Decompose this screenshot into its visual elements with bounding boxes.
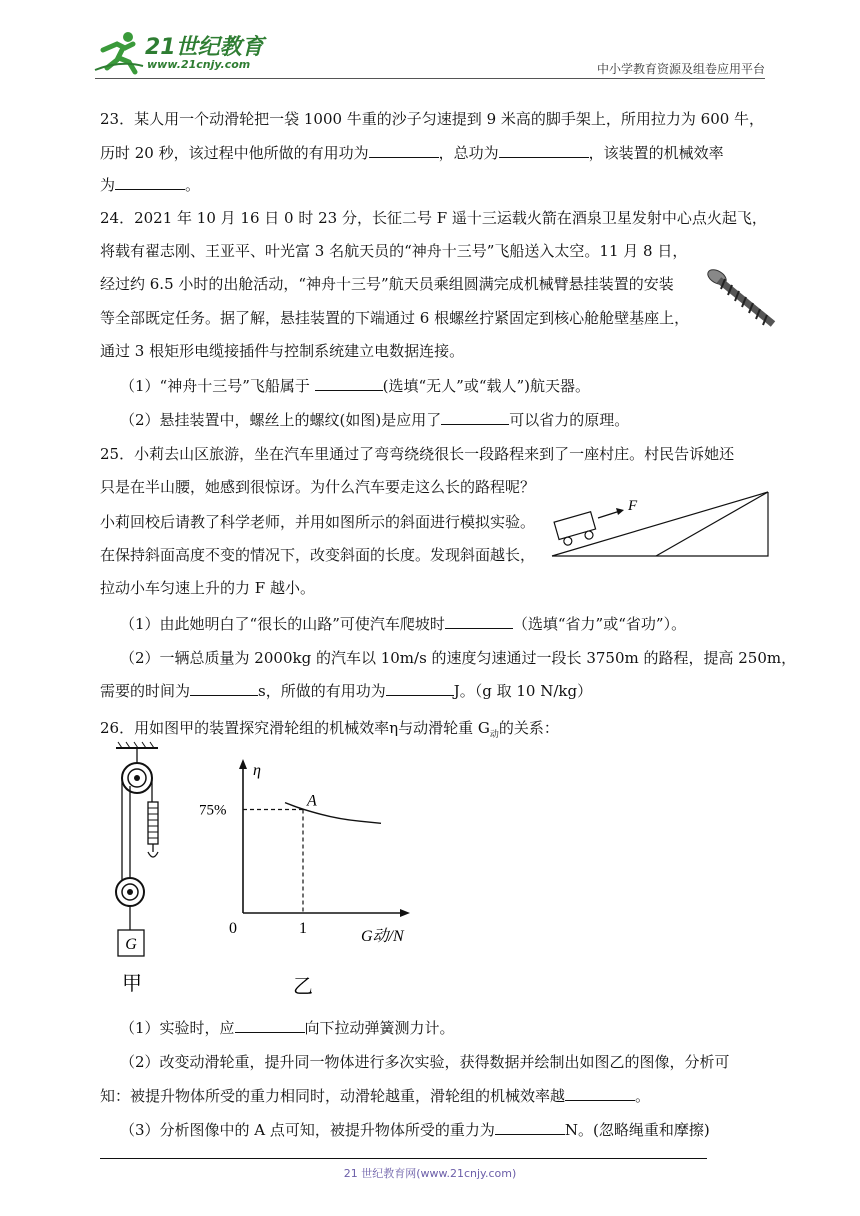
figure-label-yi: 乙 (293, 976, 313, 998)
q25-part2: （2）一辆总质量为 2000kg 的汽车以 10m/s 的速度匀速通过一段长 3750m 的路程，提高 250m， (120, 649, 797, 667)
svg-text:甲: 甲 (122, 973, 142, 995)
q25-line5: 拉动小车匀速上升的力 F 越小。 (100, 579, 315, 597)
logo-url: www.21cnjy.com (147, 58, 251, 71)
footer-rule (100, 1158, 707, 1159)
q25-part2-line2: 需要的时间为 s，所做的有用功为 J。（g 取 10 N/kg） (100, 682, 593, 700)
q26-part2-line2: 知：被提升物体所受的重力相同时，动滑轮越重，滑轮组的机械效率越 。 (100, 1087, 651, 1105)
q26-part2: （2）改变动滑轮重，提升同一物体进行多次实验，获得数据并绘制出如图乙的图像，分析可 (120, 1053, 730, 1071)
answer-blank[interactable] (235, 1018, 305, 1033)
point-label-a: A (307, 792, 317, 810)
answer-blank[interactable] (495, 1120, 565, 1135)
logo-runner-icon (95, 30, 145, 74)
header-platform-text: 中小学教育资源及组卷应用平台 (596, 62, 765, 76)
header (95, 28, 765, 78)
x-tick-label: 1 (299, 920, 307, 937)
q26-part3: （3）分析图像中的 A 点可知，被提升物体所受的重力为 N。(忽略绳重和摩擦) (120, 1121, 710, 1139)
answer-blank[interactable] (386, 681, 454, 696)
svg-text:F: F (628, 498, 638, 514)
q23-line2: 历时 20 秒，该过程中他所做的有用功为 ，总功为 ，该装置的机械效率 (100, 144, 724, 162)
pulley-figure (110, 742, 190, 1002)
answer-blank[interactable] (369, 143, 439, 158)
q25-line3: 小莉回校后请教了科学老师，并用如图所示的斜面进行模拟实验。 (100, 513, 536, 531)
answer-blank[interactable] (190, 681, 258, 696)
footer-text: 21 世纪教育网(www.21cnjy.com) (343, 1167, 517, 1180)
q24-part2: （2）悬挂装置中，螺丝上的螺纹(如图)是应用了 可以省力的原理。 (120, 411, 630, 429)
q25-line4: 在保持斜面高度不变的情况下，改变斜面的长度。发现斜面越长， (100, 546, 536, 564)
q25-part1: （1）由此她明白了“很长的山路”可使汽车爬坡时 （选填“省力”或“省功”）。 (120, 615, 687, 633)
y-axis-label: η (253, 762, 261, 779)
answer-blank[interactable] (445, 614, 513, 629)
q25-line2: 只是在半山腰，她感到很惊讶。为什么汽车要走这么长的路程呢？ (100, 478, 536, 496)
q24-line3: 经过约 6.5 小时的出舱活动，“神舟十三号”航天员乘组圆满完成机械臂悬挂装置的安装 (100, 275, 674, 293)
q25-line1: 25．小莉去山区旅游，坐在汽车里通过了弯弯绕绕很长一段路程来到了一座村庄。村民告诉她还 (100, 445, 735, 463)
x-axis-arrow (400, 909, 410, 917)
y-tick-label: 75% (199, 802, 227, 819)
q23-line1: 23．某人用一个动滑轮把一袋 1000 牛重的沙子匀速提到 9 米高的脚手架上，所用拉力为 600 牛， (100, 110, 765, 128)
answer-blank[interactable] (115, 175, 185, 190)
efficiency-chart (199, 755, 425, 1005)
cart-icon (554, 512, 598, 547)
incline-diagram (548, 488, 773, 560)
answer-blank[interactable] (499, 143, 589, 158)
answer-blank[interactable] (565, 1086, 635, 1101)
q26-part1: （1）实验时，应 向下拉动弹簧测力计。 (120, 1019, 455, 1037)
q24-line1: 24．2021 年 10 月 16 日 0 时 23 分，长征二号 F 遥十三运载火箭在酒泉卫星发射中心点火起飞， (100, 209, 767, 227)
x-tick-label: 0 (229, 920, 237, 937)
answer-blank[interactable] (315, 376, 383, 391)
q23-line3: 为 。 (100, 176, 201, 194)
q24-line4: 等全部既定任务。据了解，悬挂装置的下端通过 6 根螺丝拧紧固定到核心舱舱壁基座上， (100, 309, 690, 327)
header-rule (95, 78, 765, 79)
screw-image (705, 268, 780, 330)
answer-blank[interactable] (441, 410, 509, 425)
y-axis-arrow (239, 759, 247, 769)
svg-text:G: G (125, 936, 137, 953)
q24-line2: 将载有翟志刚、王亚平、叶光富 3 名航天员的“神舟十三号”飞船送入太空。11 月 8 日， (100, 242, 688, 260)
efficiency-curve (285, 803, 381, 824)
q26-line1: 26．用如图甲的装置探究滑轮组的机械效率η与动滑轮重 $G_动$的关系： (100, 719, 559, 740)
q24-line5: 通过 3 根矩形电缆接插件与控制系统建立电数据连接。 (100, 342, 465, 360)
x-axis-label: G动/N (361, 928, 404, 945)
q24-part1: （1）“神舟十三号”飞船属于 (选填“无人”或“载人”)航天器。 (120, 377, 591, 395)
logo-title: 21世纪教育 (145, 35, 264, 60)
